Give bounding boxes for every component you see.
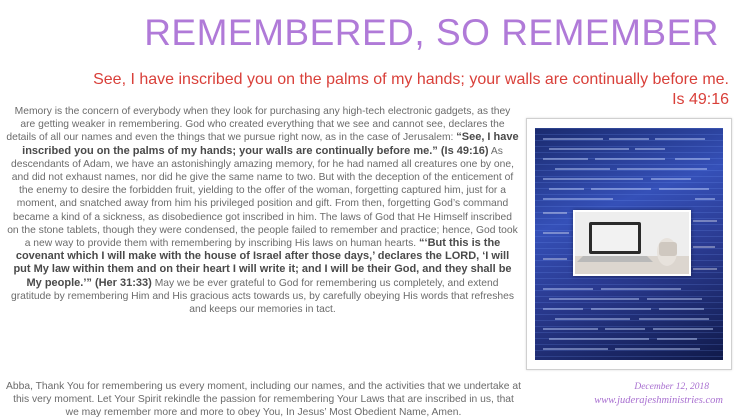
key-verse: [6, 70, 729, 110]
laptop-icon: [575, 212, 689, 274]
laptop-code-photo: [535, 128, 723, 360]
laptop-inset-photo: [573, 210, 691, 276]
body-paragraph-1: Memory is the concern of everybody when they look for purchasing any high-tech electronic gadgets, as they are getting weaker in remembering. God who created everything that we see and cannot see, declares the details of all our names and even the things that we pursue right now, as in the case of Jerusalem:: [6, 106, 511, 144]
devotional-body: [6, 105, 519, 316]
illustration-frame: [526, 118, 732, 370]
body-paragraph-3: May we be ever grateful to God for remembering us completely, and extend gratitude by remembering Him and His gracious acts towards us, by carefully obeying His words that refreshes and keeps our memories in tact.: [10, 277, 515, 316]
page-title: REMEMBERED, SO REMEMBER: [144, 12, 719, 53]
key-verse-text: See, I have inscribed you on the palms of my hands; your walls are continually before me.: [93, 71, 729, 88]
scripture-quote-jeremiah: “‘But this is the covenant which I will make with the house of Israel after those days,’ declares the LORD, ‘I will put My law within them and on their heart I will write it; and I will be their God, and they shall be My people.’” (Her 31:33): [13, 237, 512, 289]
scripture-quote-isaiah: “See, I have inscribed you on the palms of my hands; your walls are continually before me.” (Is 49:16): [22, 131, 519, 157]
website-link[interactable]: www.juderajeshministries.com: [594, 395, 723, 406]
post-date: December 12, 2018: [634, 382, 709, 392]
body-paragraph-2: As descendants of Adam, we have an astonishingly amazing memory, for he had named all creatures one by one, and did not exhaust names, nor did he give the same name to two. But with the deception of the enticement of the enemy to desire the forbidden fruit, yielding to the offer of the woman, forgetting captured him, just for a moment, and snatched away from him his privileged position and gift. From then, forgetting God’s command became a kind of a sickness, as disobedience got inscribed in him. The laws of God that He Himself inscribed on the stone tablets, though they were condensed, the people failed to remember and practice; hence, God took a new way to provide them with remembering by inscribing His laws on human hearts.: [7, 145, 518, 250]
closing-prayer: Abba, Thank You for remembering us every moment, including our names, and the activities that we undertake at this very moment. Let Your Spirit rekindle the passion for remembering Your Laws that are inscribed in us, that we may remember more and more to obey You, In Jesus’ Most Obedient Name, Amen.: [6, 381, 521, 419]
key-verse-reference: Is 49:16: [672, 91, 729, 108]
